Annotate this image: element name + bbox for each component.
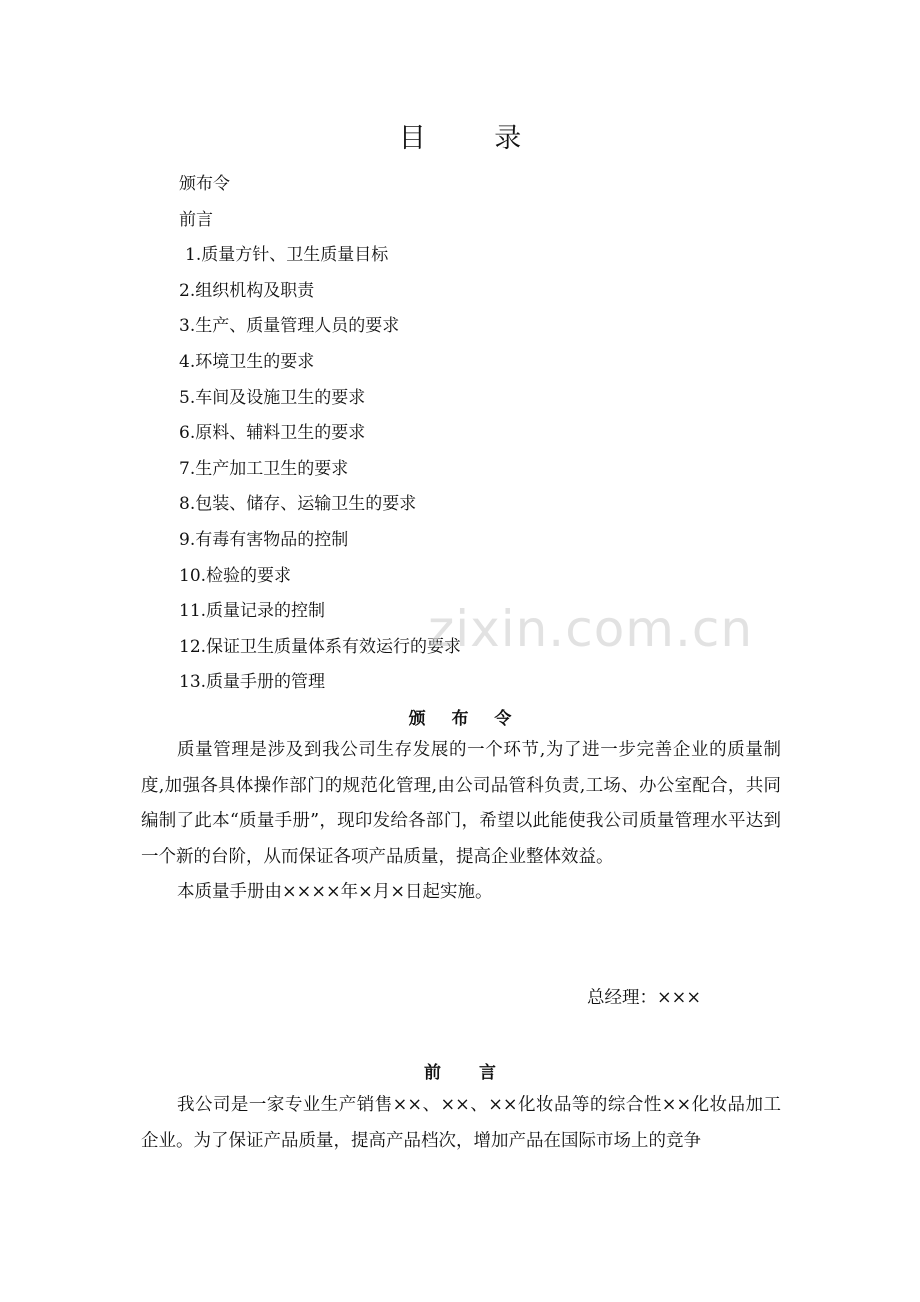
toc-item-4: 4.环境卫生的要求 [179,351,315,372]
toc-title: 目 录 [398,123,552,154]
toc-item-5: 5.车间及设施卫生的要求 [179,387,366,408]
preface-heading: 前 言 [424,1063,512,1083]
general-manager-signature: 总经理：××× [587,988,701,1008]
decree-effective-date: 本质量手册由××××年×月×日起实施。 [177,882,493,902]
toc-item-12: 12.保证卫生质量体系有效运行的要求 [179,636,462,657]
toc-item-6: 6.原料、辅料卫生的要求 [179,423,366,444]
toc-item-9: 9.有毒有害物品的控制 [179,529,349,550]
decree-paragraph: 质量管理是涉及到我公司生存发展的一个环节,为了进一步完善企业的质量制度,加强各具体操作部门的规范化管理,由公司品管科负责,工场、办公室配合，共同编制了此本“质量手册”，现印发给各部门，希望以此能使我公司质量管理水平达到一个新的台阶，从而保证各项产品质量，提高企业整体效益。 [141,740,781,867]
toc-item-decree: 颁布令 [179,174,230,194]
toc-item-7: 7.生产加工卫生的要求 [179,458,349,479]
toc-item-2: 2.组织机构及职责 [179,280,315,301]
watermark: zixin.com.cn [428,600,754,658]
toc-item-preface: 前言 [179,209,213,230]
toc-list [179,167,461,701]
preface-paragraph: 我公司是一家专业生产销售××、××、××化妆品等的综合性××化妆品加工企业。为了保证产品质量，提高产品档次，增加产品在国际市场上的竞争 [141,1095,781,1151]
decree-heading: 颁 布 令 [408,709,522,729]
toc-item-8: 8.包装、储存、运输卫生的要求 [179,494,417,515]
toc-item-1: 1.质量方针、卫生质量目标 [185,245,389,266]
toc-item-13: 13.质量手册的管理 [179,672,326,693]
toc-item-11: 11.质量记录的控制 [179,601,326,622]
toc-item-3: 3.生产、质量管理人员的要求 [179,316,400,337]
toc-item-10: 10.检验的要求 [179,565,292,586]
